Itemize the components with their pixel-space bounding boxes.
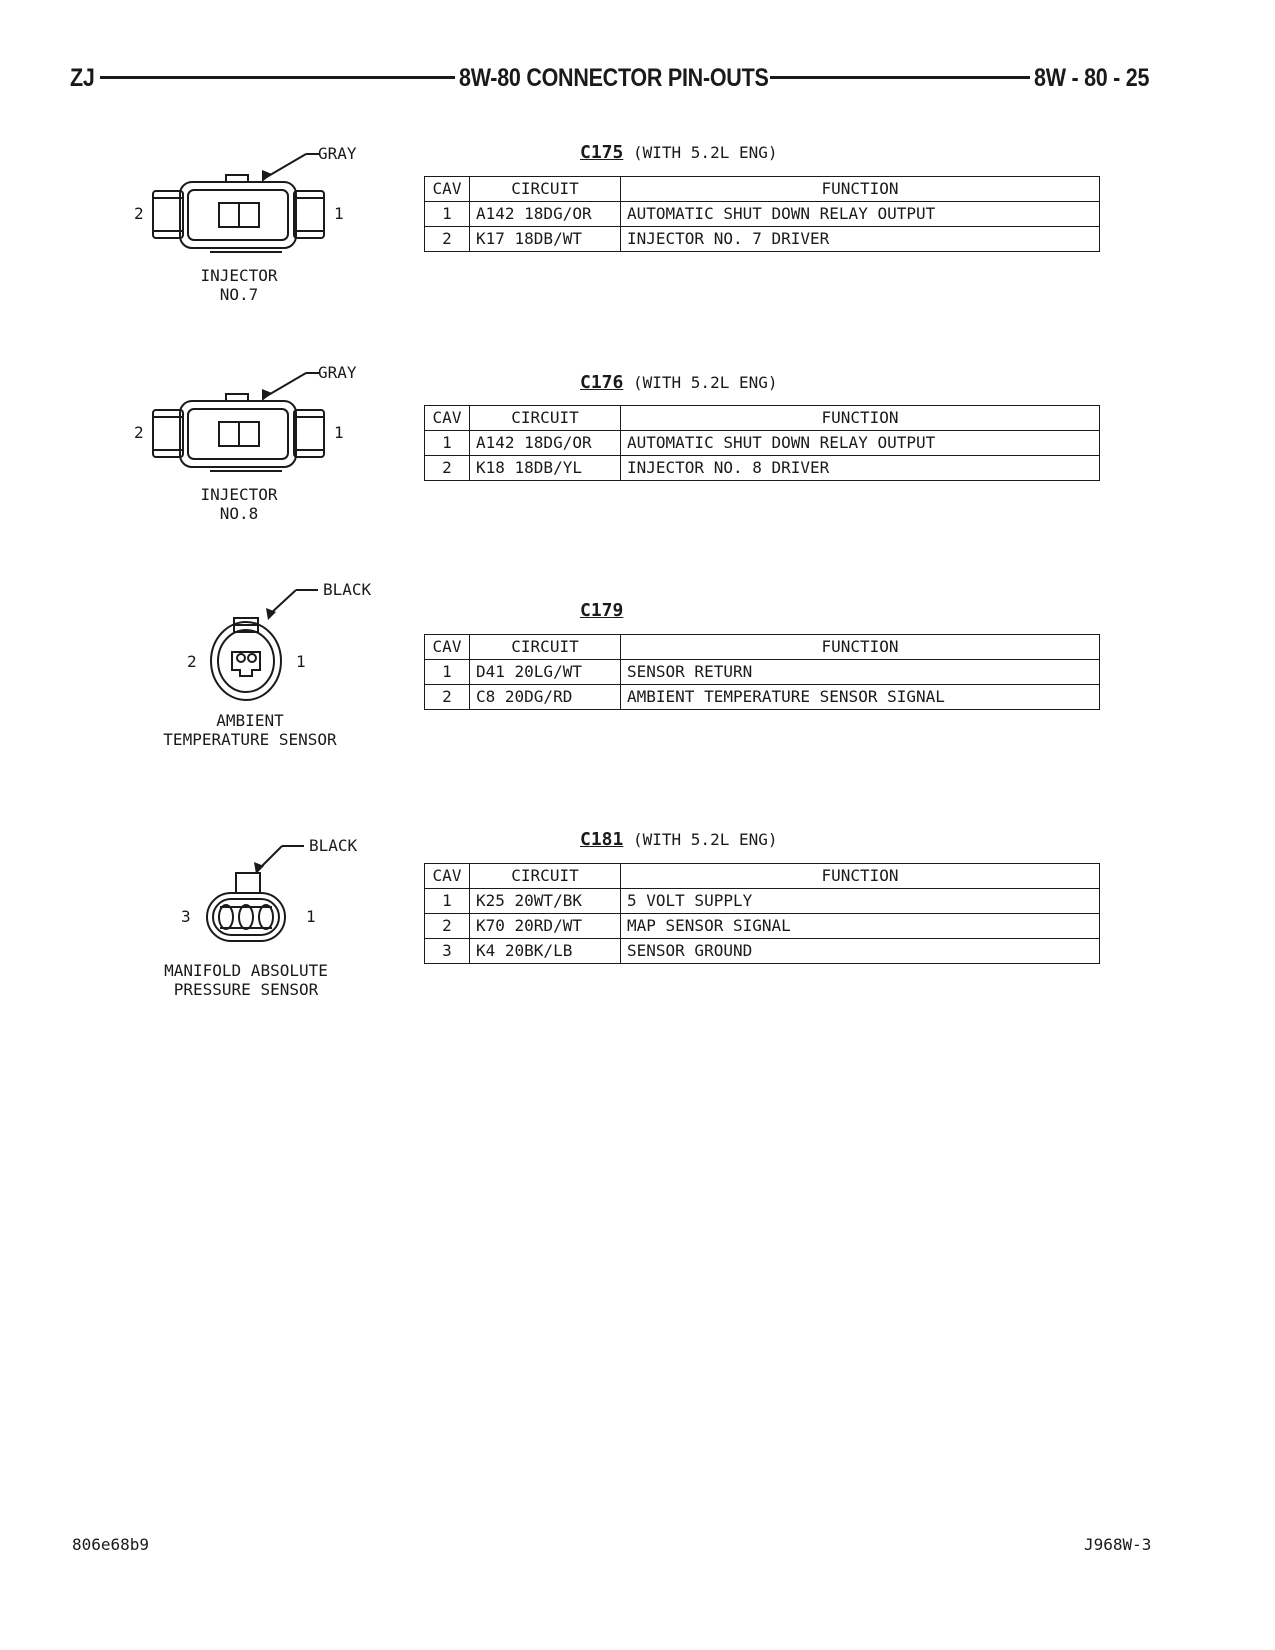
- cell-circuit: A142 18DG/OR: [470, 202, 621, 227]
- map-sensor-connector-drawing: [207, 846, 304, 941]
- column-header-circuit: CIRCUIT: [470, 406, 621, 431]
- injector-8-label-line-1: INJECTOR: [200, 485, 278, 504]
- connector-note: (WITH 5.2L ENG): [633, 373, 778, 392]
- injector-7-color-label: GRAY: [318, 144, 357, 163]
- ambient-sensor-label-line-1: AMBIENT: [216, 711, 284, 730]
- cell-circuit: K17 18DB/WT: [470, 227, 621, 252]
- column-header-cav: CAV: [425, 864, 470, 889]
- cell-cav: 1: [425, 431, 470, 456]
- cell-cav: 2: [425, 227, 470, 252]
- column-header-function: FUNCTION: [621, 864, 1100, 889]
- injector-8-pin-1: 1: [334, 423, 344, 442]
- cell-function: 5 VOLT SUPPLY: [621, 889, 1100, 914]
- ambient-sensor-pin-1: 1: [296, 652, 306, 671]
- column-header-circuit: CIRCUIT: [470, 177, 621, 202]
- table-row: [425, 456, 1100, 481]
- cell-cav: 2: [425, 914, 470, 939]
- map-sensor-pin-1: 1: [306, 907, 316, 926]
- page-number: 8W - 80 - 25: [1034, 64, 1150, 92]
- injector-8-label-line-2: NO.8: [219, 504, 259, 523]
- connector-c176-table: [424, 405, 1100, 481]
- ambient-sensor-connector-drawing: [211, 590, 318, 700]
- cell-cav: 1: [425, 889, 470, 914]
- table-header-row: [425, 177, 1100, 202]
- connector-note: (WITH 5.2L ENG): [633, 830, 778, 849]
- injector-7-connector-drawing: [153, 154, 324, 252]
- table-header-row: [425, 406, 1100, 431]
- injector-7-pin-2: 2: [134, 204, 144, 223]
- injector-8-connector-drawing: [153, 373, 324, 471]
- connector-c179-title: [580, 600, 633, 621]
- cell-circuit: K18 18DB/YL: [470, 456, 621, 481]
- cell-function: INJECTOR NO. 7 DRIVER: [621, 227, 1100, 252]
- table-row: [425, 227, 1100, 252]
- cell-circuit: K70 20RD/WT: [470, 914, 621, 939]
- cell-function: SENSOR GROUND: [621, 939, 1100, 964]
- connector-id: C179: [580, 600, 624, 621]
- vehicle-code: ZJ: [70, 64, 95, 92]
- cell-cav: 1: [425, 202, 470, 227]
- cell-function: INJECTOR NO. 8 DRIVER: [621, 456, 1100, 481]
- cell-cav: 3: [425, 939, 470, 964]
- column-header-circuit: CIRCUIT: [470, 635, 621, 660]
- column-header-function: FUNCTION: [621, 177, 1100, 202]
- table-row: [425, 431, 1100, 456]
- connector-c176-title: [580, 372, 778, 393]
- map-sensor-label-line-2: PRESSURE SENSOR: [173, 980, 319, 999]
- cell-circuit: A142 18DG/OR: [470, 431, 621, 456]
- table-row: [425, 939, 1100, 964]
- page-title: 8W-80 CONNECTOR PIN-OUTS: [459, 64, 769, 92]
- column-header-circuit: CIRCUIT: [470, 864, 621, 889]
- injector-8-color-label: GRAY: [318, 363, 357, 382]
- cell-function: AMBIENT TEMPERATURE SENSOR SIGNAL: [621, 685, 1100, 710]
- injector-7-label-line-2: NO.7: [219, 285, 259, 304]
- map-sensor-color-label: BLACK: [309, 836, 358, 855]
- map-sensor-pin-3: 3: [181, 907, 191, 926]
- footer-left-code: 806e68b9: [72, 1535, 150, 1554]
- connector-c181-title: [580, 829, 778, 850]
- ambient-sensor-color-label: BLACK: [323, 580, 372, 599]
- cell-circuit: K4 20BK/LB: [470, 939, 621, 964]
- cell-function: SENSOR RETURN: [621, 660, 1100, 685]
- cell-cav: 2: [425, 456, 470, 481]
- column-header-function: FUNCTION: [621, 635, 1100, 660]
- injector-8-pin-2: 2: [134, 423, 144, 442]
- column-header-function: FUNCTION: [621, 406, 1100, 431]
- column-header-cav: CAV: [425, 177, 470, 202]
- connector-c181-table: [424, 863, 1100, 964]
- connector-c175-table: [424, 176, 1100, 252]
- injector-7-pin-1: 1: [334, 204, 344, 223]
- cell-circuit: K25 20WT/BK: [470, 889, 621, 914]
- cell-cav: 2: [425, 685, 470, 710]
- table-row: [425, 202, 1100, 227]
- table-row: [425, 889, 1100, 914]
- map-sensor-label-line-1: MANIFOLD ABSOLUTE: [164, 961, 328, 980]
- cell-circuit: C8 20DG/RD: [470, 685, 621, 710]
- injector-7-label-line-1: INJECTOR: [200, 266, 278, 285]
- connector-c175-title: [580, 142, 778, 163]
- cell-function: MAP SENSOR SIGNAL: [621, 914, 1100, 939]
- table-header-row: [425, 864, 1100, 889]
- connector-c179-table: [424, 634, 1100, 710]
- column-header-cav: CAV: [425, 635, 470, 660]
- connector-note: (WITH 5.2L ENG): [633, 143, 778, 162]
- cell-cav: 1: [425, 660, 470, 685]
- table-header-row: [425, 635, 1100, 660]
- connector-id: C181: [580, 829, 624, 850]
- column-header-cav: CAV: [425, 406, 470, 431]
- cell-circuit: D41 20LG/WT: [470, 660, 621, 685]
- connector-id: C176: [580, 372, 624, 393]
- footer-right-code: J968W-3: [1084, 1535, 1152, 1554]
- cell-function: AUTOMATIC SHUT DOWN RELAY OUTPUT: [621, 202, 1100, 227]
- ambient-sensor-label-line-2: TEMPERATURE SENSOR: [163, 730, 337, 749]
- ambient-sensor-pin-2: 2: [187, 652, 197, 671]
- cell-function: AUTOMATIC SHUT DOWN RELAY OUTPUT: [621, 431, 1100, 456]
- table-row: [425, 685, 1100, 710]
- table-row: [425, 660, 1100, 685]
- connector-id: C175: [580, 142, 624, 163]
- table-row: [425, 914, 1100, 939]
